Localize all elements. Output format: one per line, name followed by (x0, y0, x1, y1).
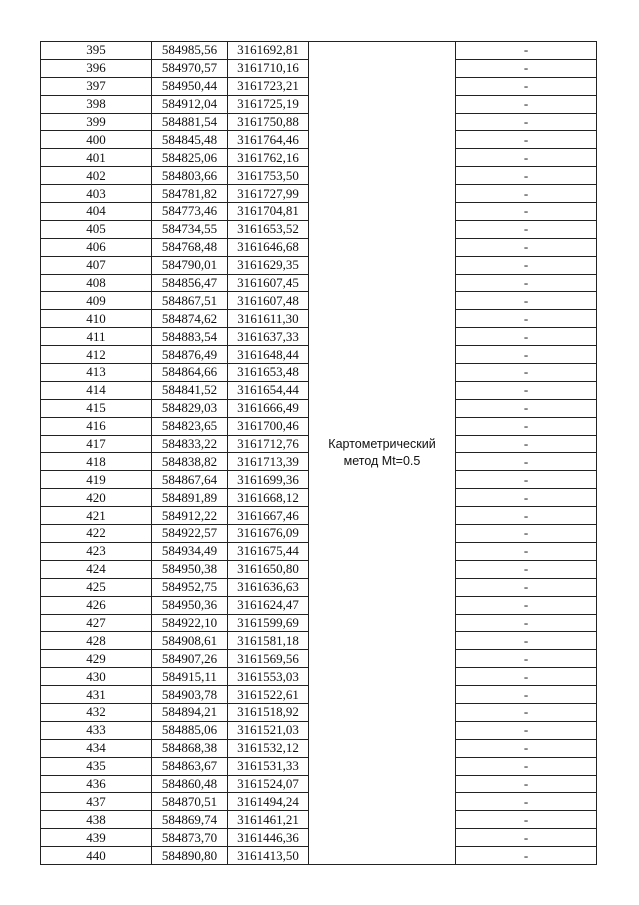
y-coordinate-cell: 3161676,09 (228, 525, 309, 543)
y-coordinate-cell: 3161531,33 (228, 757, 309, 775)
point-number-cell: 434 (41, 739, 152, 757)
y-coordinate-cell: 3161524,07 (228, 775, 309, 793)
y-coordinate-cell: 3161518,92 (228, 703, 309, 721)
accuracy-cell: - (456, 256, 597, 274)
point-number-cell: 433 (41, 721, 152, 739)
accuracy-cell: - (456, 274, 597, 292)
accuracy-cell: - (456, 542, 597, 560)
point-number-cell: 435 (41, 757, 152, 775)
y-coordinate-cell: 3161675,44 (228, 542, 309, 560)
x-coordinate-cell: 584856,47 (152, 274, 228, 292)
accuracy-cell: - (456, 793, 597, 811)
point-number-cell: 438 (41, 811, 152, 829)
y-coordinate-cell: 3161666,49 (228, 399, 309, 417)
point-number-cell: 417 (41, 435, 152, 453)
x-coordinate-cell: 584867,51 (152, 292, 228, 310)
y-coordinate-cell: 3161762,16 (228, 149, 309, 167)
accuracy-cell: - (456, 77, 597, 95)
point-number-cell: 424 (41, 560, 152, 578)
x-coordinate-cell: 584841,52 (152, 381, 228, 399)
x-coordinate-cell: 584829,03 (152, 399, 228, 417)
accuracy-cell: - (456, 757, 597, 775)
x-coordinate-cell: 584881,54 (152, 113, 228, 131)
accuracy-cell: - (456, 149, 597, 167)
y-coordinate-cell: 3161636,63 (228, 578, 309, 596)
accuracy-cell: - (456, 507, 597, 525)
x-coordinate-cell: 584823,65 (152, 417, 228, 435)
x-coordinate-cell: 584876,49 (152, 346, 228, 364)
y-coordinate-cell: 3161750,88 (228, 113, 309, 131)
point-number-cell: 430 (41, 668, 152, 686)
accuracy-cell: - (456, 775, 597, 793)
x-coordinate-cell: 584908,61 (152, 632, 228, 650)
x-coordinate-cell: 584869,74 (152, 811, 228, 829)
x-coordinate-cell: 584952,75 (152, 578, 228, 596)
x-coordinate-cell: 584903,78 (152, 686, 228, 704)
accuracy-cell: - (456, 703, 597, 721)
y-coordinate-cell: 3161653,48 (228, 364, 309, 382)
point-number-cell: 421 (41, 507, 152, 525)
y-coordinate-cell: 3161581,18 (228, 632, 309, 650)
point-number-cell: 409 (41, 292, 152, 310)
point-number-cell: 413 (41, 364, 152, 382)
x-coordinate-cell: 584922,57 (152, 525, 228, 543)
x-coordinate-cell: 584970,57 (152, 59, 228, 77)
accuracy-cell: - (456, 489, 597, 507)
point-number-cell: 403 (41, 185, 152, 203)
point-number-cell: 437 (41, 793, 152, 811)
x-coordinate-cell: 584934,49 (152, 542, 228, 560)
point-number-cell: 402 (41, 167, 152, 185)
x-coordinate-cell: 584833,22 (152, 435, 228, 453)
x-coordinate-cell: 584985,56 (152, 42, 228, 60)
method-text-line: метод Mt=0.5 (343, 453, 421, 468)
accuracy-cell: - (456, 203, 597, 221)
y-coordinate-cell: 3161624,47 (228, 596, 309, 614)
point-number-cell: 414 (41, 381, 152, 399)
x-coordinate-cell: 584867,64 (152, 471, 228, 489)
point-number-cell: 412 (41, 346, 152, 364)
point-number-cell: 423 (41, 542, 152, 560)
table-row (41, 42, 597, 60)
accuracy-cell: - (456, 185, 597, 203)
point-number-cell: 404 (41, 203, 152, 221)
y-coordinate-cell: 3161704,81 (228, 203, 309, 221)
method-cell (309, 42, 456, 865)
accuracy-cell: - (456, 811, 597, 829)
x-coordinate-cell: 584912,04 (152, 95, 228, 113)
x-coordinate-cell: 584874,62 (152, 310, 228, 328)
point-number-cell: 429 (41, 650, 152, 668)
point-number-cell: 410 (41, 310, 152, 328)
x-coordinate-cell: 584734,55 (152, 220, 228, 238)
accuracy-cell: - (456, 739, 597, 757)
accuracy-cell: - (456, 220, 597, 238)
accuracy-cell: - (456, 471, 597, 489)
accuracy-cell: - (456, 167, 597, 185)
accuracy-cell: - (456, 59, 597, 77)
point-number-cell: 426 (41, 596, 152, 614)
x-coordinate-cell: 584894,21 (152, 703, 228, 721)
y-coordinate-cell: 3161532,12 (228, 739, 309, 757)
y-coordinate-cell: 3161723,21 (228, 77, 309, 95)
y-coordinate-cell: 3161646,68 (228, 238, 309, 256)
x-coordinate-cell: 584915,11 (152, 668, 228, 686)
x-coordinate-cell: 584873,70 (152, 829, 228, 847)
y-coordinate-cell: 3161607,48 (228, 292, 309, 310)
point-number-cell: 416 (41, 417, 152, 435)
accuracy-cell: - (456, 632, 597, 650)
y-coordinate-cell: 3161727,99 (228, 185, 309, 203)
accuracy-cell: - (456, 829, 597, 847)
x-coordinate-cell: 584790,01 (152, 256, 228, 274)
x-coordinate-cell: 584838,82 (152, 453, 228, 471)
x-coordinate-cell: 584870,51 (152, 793, 228, 811)
y-coordinate-cell: 3161553,03 (228, 668, 309, 686)
y-coordinate-cell: 3161648,44 (228, 346, 309, 364)
point-number-cell: 408 (41, 274, 152, 292)
point-number-cell: 431 (41, 686, 152, 704)
point-number-cell: 432 (41, 703, 152, 721)
point-number-cell: 395 (41, 42, 152, 60)
accuracy-cell: - (456, 292, 597, 310)
y-coordinate-cell: 3161521,03 (228, 721, 309, 739)
y-coordinate-cell: 3161699,36 (228, 471, 309, 489)
y-coordinate-cell: 3161599,69 (228, 614, 309, 632)
accuracy-cell: - (456, 95, 597, 113)
accuracy-cell: - (456, 525, 597, 543)
y-coordinate-cell: 3161650,80 (228, 560, 309, 578)
accuracy-cell: - (456, 560, 597, 578)
y-coordinate-cell: 3161668,12 (228, 489, 309, 507)
method-text-line: Картометрический (328, 436, 436, 451)
point-number-cell: 428 (41, 632, 152, 650)
x-coordinate-cell: 584912,22 (152, 507, 228, 525)
point-number-cell: 439 (41, 829, 152, 847)
point-number-cell: 420 (41, 489, 152, 507)
y-coordinate-cell: 3161654,44 (228, 381, 309, 399)
point-number-cell: 399 (41, 113, 152, 131)
accuracy-cell: - (456, 453, 597, 471)
x-coordinate-cell: 584950,38 (152, 560, 228, 578)
x-coordinate-cell: 584773,46 (152, 203, 228, 221)
accuracy-cell: - (456, 328, 597, 346)
x-coordinate-cell: 584868,38 (152, 739, 228, 757)
x-coordinate-cell: 584825,06 (152, 149, 228, 167)
point-number-cell: 407 (41, 256, 152, 274)
point-number-cell: 397 (41, 77, 152, 95)
y-coordinate-cell: 3161611,30 (228, 310, 309, 328)
y-coordinate-cell: 3161713,39 (228, 453, 309, 471)
accuracy-cell: - (456, 346, 597, 364)
y-coordinate-cell: 3161494,24 (228, 793, 309, 811)
accuracy-cell: - (456, 238, 597, 256)
y-coordinate-cell: 3161667,46 (228, 507, 309, 525)
y-coordinate-cell: 3161692,81 (228, 42, 309, 60)
accuracy-cell: - (456, 721, 597, 739)
point-number-cell: 398 (41, 95, 152, 113)
point-number-cell: 406 (41, 238, 152, 256)
accuracy-cell: - (456, 650, 597, 668)
accuracy-cell: - (456, 364, 597, 382)
x-coordinate-cell: 584860,48 (152, 775, 228, 793)
point-number-cell: 400 (41, 131, 152, 149)
x-coordinate-cell: 584890,80 (152, 847, 228, 865)
x-coordinate-cell: 584768,48 (152, 238, 228, 256)
x-coordinate-cell: 584950,36 (152, 596, 228, 614)
y-coordinate-cell: 3161753,50 (228, 167, 309, 185)
y-coordinate-cell: 3161764,46 (228, 131, 309, 149)
point-number-cell: 422 (41, 525, 152, 543)
coordinates-table (40, 41, 597, 865)
y-coordinate-cell: 3161629,35 (228, 256, 309, 274)
accuracy-cell: - (456, 668, 597, 686)
accuracy-cell: - (456, 417, 597, 435)
y-coordinate-cell: 3161712,76 (228, 435, 309, 453)
accuracy-cell: - (456, 847, 597, 865)
point-number-cell: 396 (41, 59, 152, 77)
point-number-cell: 401 (41, 149, 152, 167)
accuracy-cell: - (456, 113, 597, 131)
point-number-cell: 405 (41, 220, 152, 238)
x-coordinate-cell: 584950,44 (152, 77, 228, 95)
y-coordinate-cell: 3161461,21 (228, 811, 309, 829)
y-coordinate-cell: 3161710,16 (228, 59, 309, 77)
y-coordinate-cell: 3161637,33 (228, 328, 309, 346)
x-coordinate-cell: 584803,66 (152, 167, 228, 185)
x-coordinate-cell: 584845,48 (152, 131, 228, 149)
y-coordinate-cell: 3161569,56 (228, 650, 309, 668)
point-number-cell: 425 (41, 578, 152, 596)
x-coordinate-cell: 584863,67 (152, 757, 228, 775)
x-coordinate-cell: 584781,82 (152, 185, 228, 203)
accuracy-cell: - (456, 435, 597, 453)
accuracy-cell: - (456, 42, 597, 60)
x-coordinate-cell: 584922,10 (152, 614, 228, 632)
accuracy-cell: - (456, 614, 597, 632)
point-number-cell: 415 (41, 399, 152, 417)
y-coordinate-cell: 3161700,46 (228, 417, 309, 435)
x-coordinate-cell: 584864,66 (152, 364, 228, 382)
x-coordinate-cell: 584883,54 (152, 328, 228, 346)
point-number-cell: 411 (41, 328, 152, 346)
point-number-cell: 419 (41, 471, 152, 489)
coordinates-table-body (41, 42, 597, 865)
point-number-cell: 436 (41, 775, 152, 793)
accuracy-cell: - (456, 578, 597, 596)
x-coordinate-cell: 584885,06 (152, 721, 228, 739)
accuracy-cell: - (456, 686, 597, 704)
y-coordinate-cell: 3161653,52 (228, 220, 309, 238)
y-coordinate-cell: 3161413,50 (228, 847, 309, 865)
y-coordinate-cell: 3161522,61 (228, 686, 309, 704)
y-coordinate-cell: 3161446,36 (228, 829, 309, 847)
accuracy-cell: - (456, 131, 597, 149)
accuracy-cell: - (456, 381, 597, 399)
point-number-cell: 440 (41, 847, 152, 865)
y-coordinate-cell: 3161607,45 (228, 274, 309, 292)
point-number-cell: 418 (41, 453, 152, 471)
y-coordinate-cell: 3161725,19 (228, 95, 309, 113)
x-coordinate-cell: 584907,26 (152, 650, 228, 668)
x-coordinate-cell: 584891,89 (152, 489, 228, 507)
accuracy-cell: - (456, 399, 597, 417)
point-number-cell: 427 (41, 614, 152, 632)
accuracy-cell: - (456, 596, 597, 614)
accuracy-cell: - (456, 310, 597, 328)
